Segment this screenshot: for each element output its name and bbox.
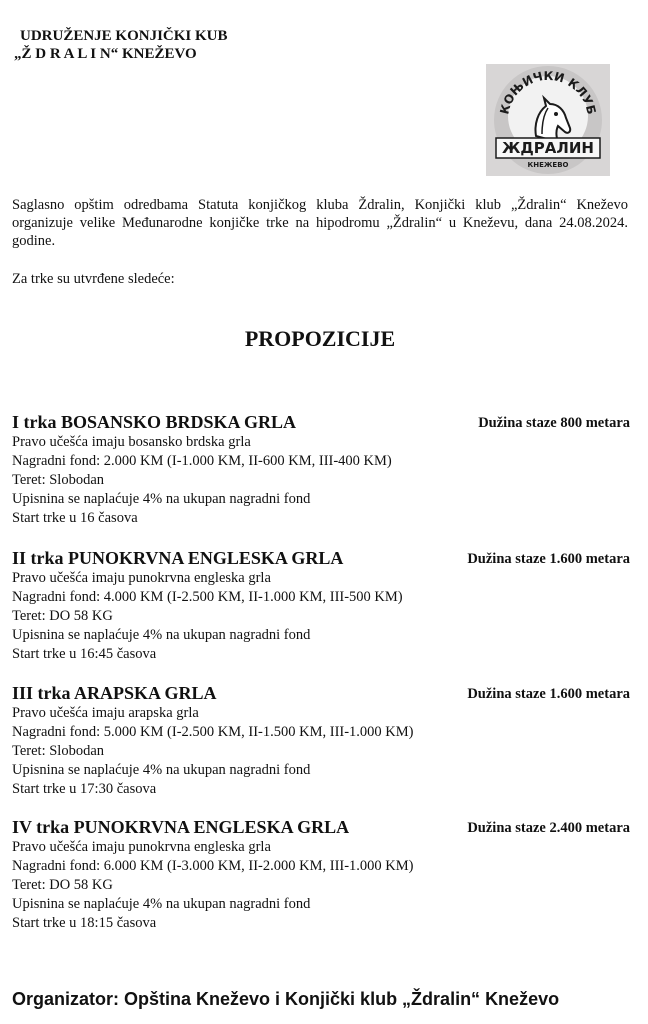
race-2 (12, 547, 630, 664)
race-entry-fee: Upisnina se naplaćuje 4% na ukupan nagradni fond (12, 896, 311, 912)
club-logo (486, 64, 610, 176)
logo-banner-text: ЖДРАЛИН (502, 139, 594, 157)
race-entry-fee: Upisnina se naplaćuje 4% na ukupan nagradni fond (12, 627, 311, 643)
race-1 (12, 411, 630, 528)
club-header (14, 27, 228, 63)
race-distance: Dužina staze 2.400 metara (467, 820, 630, 836)
race-name: IV trka PUNOKRVNA ENGLESKA GRLA (12, 817, 350, 837)
race-name: I trka BOSANSKO BRDSKA GRLA (12, 412, 297, 432)
race-weight: Teret: DO 58 KG (12, 608, 113, 624)
page-title: PROPOZICIJE (244, 326, 396, 351)
race-weight: Teret: DO 58 KG (12, 877, 113, 893)
logo-town-text: КНЕЖЕВО (527, 161, 569, 169)
race-start-time: Start trke u 16 časova (12, 510, 138, 526)
race-distance: Dužina staze 1.600 metara (467, 551, 630, 567)
race-4 (12, 816, 630, 933)
organizer-footer: Organizator: Opština Kneževo i Konjički klub „Ždralin“ Kneževo (12, 989, 560, 1009)
race-weight: Teret: Slobodan (12, 743, 105, 759)
race-prize-fund: Nagradni fond: 5.000 KM (I-2.500 KM, II-1.500 KM, III-1.000 KM) (12, 724, 414, 740)
race-entry-fee: Upisnina se naplaćuje 4% na ukupan nagradni fond (12, 762, 311, 778)
race-header (12, 682, 630, 704)
race-3 (12, 682, 630, 799)
race-eligibility: Pravo učešća imaju bosansko brdska grla (12, 434, 251, 450)
races-note: Za trke su utvrđene sledeće: (12, 271, 175, 287)
race-distance: Dužina staze 1.600 metara (467, 686, 630, 702)
race-entry-fee: Upisnina se naplaćuje 4% na ukupan nagradni fond (12, 491, 311, 507)
race-start-time: Start trke u 16:45 časova (12, 646, 157, 662)
race-name: III trka ARAPSKA GRLA (12, 683, 217, 703)
race-weight: Teret: Slobodan (12, 472, 105, 488)
intro-paragraph: Saglasno opštim odredbama Statuta konjičkog kluba Ždralin, Konjički klub „Ždralin“ Kneževo organizuje velike Međunarodne konjičke trke na hipodromu „Ždralin“ u Kneževu, dana 24.08.2024. godine. (12, 197, 628, 249)
race-header (12, 547, 630, 569)
club-header-line-1: UDRUŽENJE KONJIČKI KUB (20, 28, 228, 44)
logo-top-text: КОЊИЧКИ КЛУБ (497, 68, 599, 116)
race-prize-fund: Nagradni fond: 6.000 KM (I-3.000 KM, II-2.000 KM, III-1.000 KM) (12, 858, 414, 874)
race-start-time: Start trke u 18:15 časova (12, 915, 157, 931)
race-header (12, 411, 630, 433)
race-header (12, 816, 630, 838)
club-header-line-2: „Ž D R A L I N“ KNEŽEVO (14, 46, 197, 62)
race-start-time: Start trke u 17:30 časova (12, 781, 157, 797)
race-eligibility: Pravo učešća imaju punokrvna engleska grla (12, 570, 271, 586)
race-prize-fund: Nagradni fond: 4.000 KM (I-2.500 KM, II-1.000 KM, III-500 KM) (12, 589, 403, 605)
race-prize-fund: Nagradni fond: 2.000 KM (I-1.000 KM, II-600 KM, III-400 KM) (12, 453, 392, 469)
race-eligibility: Pravo učešća imaju punokrvna engleska grla (12, 839, 271, 855)
race-eligibility: Pravo učešća imaju arapska grla (12, 705, 199, 721)
race-name: II trka PUNOKRVNA ENGLESKA GRLA (12, 548, 344, 568)
race-distance: Dužina staze 800 metara (478, 415, 630, 431)
